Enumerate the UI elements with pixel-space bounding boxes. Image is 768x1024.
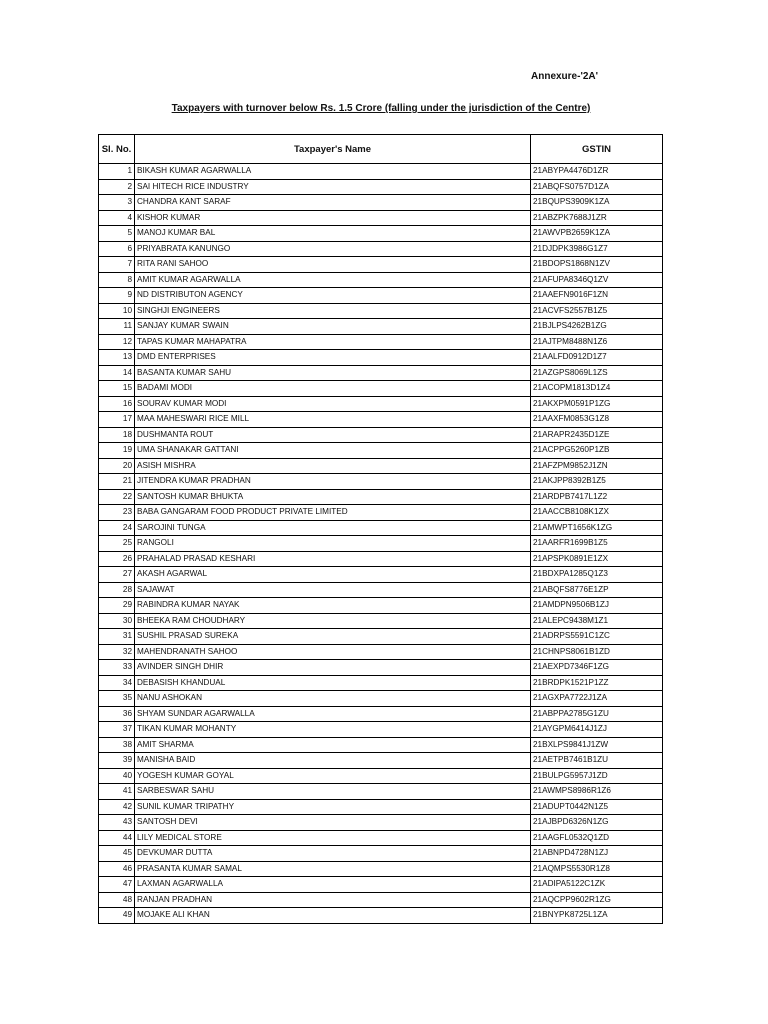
taxpayer-name-cell: ASISH MISHRA bbox=[135, 458, 531, 474]
gstin-cell: 21ACOPM1813D1Z4 bbox=[531, 381, 663, 397]
gstin-cell: 21BDOPS1868N1ZV bbox=[531, 257, 663, 273]
taxpayer-name-cell: DMD ENTERPRISES bbox=[135, 350, 531, 366]
taxpayer-name-cell: SOURAV KUMAR MODI bbox=[135, 396, 531, 412]
gstin-cell: 21AKJPP8392B1Z5 bbox=[531, 474, 663, 490]
table-row bbox=[99, 257, 663, 273]
sl-no-cell: 6 bbox=[99, 241, 135, 257]
annexure-label: Annexure-'2A' bbox=[531, 71, 598, 82]
gstin-cell: 21ABNPD4728N1ZJ bbox=[531, 846, 663, 862]
taxpayer-name-cell: SHYAM SUNDAR AGARWALLA bbox=[135, 706, 531, 722]
taxpayer-name-cell: SUNIL KUMAR TRIPATHY bbox=[135, 799, 531, 815]
sl-no-cell: 42 bbox=[99, 799, 135, 815]
table-row bbox=[99, 505, 663, 521]
taxpayer-name-cell: RANJAN PRADHAN bbox=[135, 892, 531, 908]
table-row bbox=[99, 598, 663, 614]
sl-no-cell: 3 bbox=[99, 195, 135, 211]
sl-no-cell: 22 bbox=[99, 489, 135, 505]
taxpayer-name-cell: PRASANTA KUMAR SAMAL bbox=[135, 861, 531, 877]
gstin-cell: 21BQUPS3909K1ZA bbox=[531, 195, 663, 211]
taxpayer-name-cell: KISHOR KUMAR bbox=[135, 210, 531, 226]
sl-no-cell: 32 bbox=[99, 644, 135, 660]
gstin-cell: 21AWVPB2659K1ZA bbox=[531, 226, 663, 242]
sl-no-cell: 17 bbox=[99, 412, 135, 428]
table-row bbox=[99, 861, 663, 877]
taxpayer-table bbox=[98, 134, 663, 924]
document-title: Taxpayers with turnover below Rs. 1.5 Crore (falling under the jurisdiction of the Centre) bbox=[171, 103, 591, 114]
taxpayer-name-cell: MAA MAHESWARI RICE MILL bbox=[135, 412, 531, 428]
table-row bbox=[99, 381, 663, 397]
gstin-cell: 21ACPPG5260P1ZB bbox=[531, 443, 663, 459]
table-row bbox=[99, 551, 663, 567]
sl-no-cell: 26 bbox=[99, 551, 135, 567]
table-row bbox=[99, 644, 663, 660]
table-row bbox=[99, 768, 663, 784]
taxpayer-name-cell: MOJAKE ALI KHAN bbox=[135, 908, 531, 924]
gstin-cell: 21AAGFL0532Q1ZD bbox=[531, 830, 663, 846]
gstin-cell: 21AALFD0912D1Z7 bbox=[531, 350, 663, 366]
table-row bbox=[99, 830, 663, 846]
table-row bbox=[99, 520, 663, 536]
sl-no-cell: 14 bbox=[99, 365, 135, 381]
table-row bbox=[99, 613, 663, 629]
table-header-row bbox=[99, 135, 663, 164]
table-row bbox=[99, 303, 663, 319]
taxpayer-name-cell: PRIYABRATA KANUNGO bbox=[135, 241, 531, 257]
gstin-cell: 21AJBPD6326N1ZG bbox=[531, 815, 663, 831]
taxpayer-name-cell: UMA SHANAKAR GATTANI bbox=[135, 443, 531, 459]
gstin-cell: 21AFZPM9852J1ZN bbox=[531, 458, 663, 474]
table-row bbox=[99, 195, 663, 211]
sl-no-cell: 33 bbox=[99, 660, 135, 676]
gstin-cell: 21CHNPS8061B1ZD bbox=[531, 644, 663, 660]
gstin-cell: 21AAEFN9016F1ZN bbox=[531, 288, 663, 304]
taxpayer-name-cell: AMIT SHARMA bbox=[135, 737, 531, 753]
sl-no-cell: 49 bbox=[99, 908, 135, 924]
table-row bbox=[99, 210, 663, 226]
sl-no-cell: 35 bbox=[99, 691, 135, 707]
table-row bbox=[99, 350, 663, 366]
table-row bbox=[99, 660, 663, 676]
gstin-cell: 21AMWPT1656K1ZG bbox=[531, 520, 663, 536]
taxpayer-name-cell: DEVKUMAR DUTTA bbox=[135, 846, 531, 862]
gstin-cell: 21AGXPA7722J1ZA bbox=[531, 691, 663, 707]
table-row bbox=[99, 737, 663, 753]
table-row bbox=[99, 412, 663, 428]
gstin-cell: 21BRDPK1521P1ZZ bbox=[531, 675, 663, 691]
gstin-cell: 21ARDPB7417L1Z2 bbox=[531, 489, 663, 505]
taxpayer-name-cell: AMIT KUMAR AGARWALLA bbox=[135, 272, 531, 288]
gstin-cell: 21AARFR1699B1Z5 bbox=[531, 536, 663, 552]
gstin-cell: 21ALEPC9438M1Z1 bbox=[531, 613, 663, 629]
sl-no-cell: 8 bbox=[99, 272, 135, 288]
gstin-cell: 21AMDPN9506B1ZJ bbox=[531, 598, 663, 614]
table-row bbox=[99, 815, 663, 831]
gstin-cell: 21ABQFS8776E1ZP bbox=[531, 582, 663, 598]
gstin-cell: 21APSPK0891E1ZX bbox=[531, 551, 663, 567]
sl-no-cell: 20 bbox=[99, 458, 135, 474]
table-row bbox=[99, 582, 663, 598]
gstin-cell: 21ABZPK7688J1ZR bbox=[531, 210, 663, 226]
gstin-cell: 21AKXPM0591P1ZG bbox=[531, 396, 663, 412]
table-row bbox=[99, 722, 663, 738]
table-row bbox=[99, 443, 663, 459]
sl-no-cell: 1 bbox=[99, 164, 135, 180]
sl-no-cell: 18 bbox=[99, 427, 135, 443]
gstin-cell: 21BNYPK8725L1ZA bbox=[531, 908, 663, 924]
taxpayer-name-cell: SINGHJI ENGINEERS bbox=[135, 303, 531, 319]
taxpayer-name-cell: MANISHA BAID bbox=[135, 753, 531, 769]
table-row bbox=[99, 691, 663, 707]
taxpayer-name-cell: YOGESH KUMAR GOYAL bbox=[135, 768, 531, 784]
header-sl-no: Sl. No. bbox=[99, 135, 135, 164]
gstin-cell: 21AWMPS8986R1Z6 bbox=[531, 784, 663, 800]
table-row bbox=[99, 536, 663, 552]
taxpayer-name-cell: AKASH AGARWAL bbox=[135, 567, 531, 583]
table-row bbox=[99, 706, 663, 722]
gstin-cell: 21AAXFM0853G1Z8 bbox=[531, 412, 663, 428]
taxpayer-name-cell: JITENDRA KUMAR PRADHAN bbox=[135, 474, 531, 490]
sl-no-cell: 25 bbox=[99, 536, 135, 552]
sl-no-cell: 37 bbox=[99, 722, 135, 738]
gstin-cell: 21ADUPT0442N1Z5 bbox=[531, 799, 663, 815]
sl-no-cell: 45 bbox=[99, 846, 135, 862]
gstin-cell: 21AJTPM8488N1Z6 bbox=[531, 334, 663, 350]
gstin-cell: 21ACVFS2557B1Z5 bbox=[531, 303, 663, 319]
gstin-cell: 21BJLPS4262B1ZG bbox=[531, 319, 663, 335]
sl-no-cell: 12 bbox=[99, 334, 135, 350]
table-row bbox=[99, 892, 663, 908]
taxpayer-name-cell: MAHENDRANATH SAHOO bbox=[135, 644, 531, 660]
gstin-cell: 21ADIPA5122C1ZK bbox=[531, 877, 663, 893]
sl-no-cell: 44 bbox=[99, 830, 135, 846]
sl-no-cell: 38 bbox=[99, 737, 135, 753]
sl-no-cell: 23 bbox=[99, 505, 135, 521]
taxpayer-name-cell: PRAHALAD PRASAD KESHARI bbox=[135, 551, 531, 567]
sl-no-cell: 16 bbox=[99, 396, 135, 412]
gstin-cell: 21ABYPA4476D1ZR bbox=[531, 164, 663, 180]
header-taxpayer-name: Taxpayer's Name bbox=[135, 135, 531, 164]
taxpayer-name-cell: DEBASISH KHANDUAL bbox=[135, 675, 531, 691]
taxpayer-name-cell: BADAMI MODI bbox=[135, 381, 531, 397]
sl-no-cell: 28 bbox=[99, 582, 135, 598]
taxpayer-name-cell: BABA GANGARAM FOOD PRODUCT PRIVATE LIMITED bbox=[135, 505, 531, 521]
table-row bbox=[99, 799, 663, 815]
table-row bbox=[99, 241, 663, 257]
taxpayer-name-cell: SUSHIL PRASAD SUREKA bbox=[135, 629, 531, 645]
sl-no-cell: 4 bbox=[99, 210, 135, 226]
gstin-cell: 21BDXPA1285Q1Z3 bbox=[531, 567, 663, 583]
table-row bbox=[99, 675, 663, 691]
table-row bbox=[99, 784, 663, 800]
taxpayer-name-cell: SAROJINI TUNGA bbox=[135, 520, 531, 536]
sl-no-cell: 10 bbox=[99, 303, 135, 319]
table-row bbox=[99, 489, 663, 505]
table-row bbox=[99, 365, 663, 381]
sl-no-cell: 46 bbox=[99, 861, 135, 877]
gstin-cell: 21AACCB8108K1ZX bbox=[531, 505, 663, 521]
taxpayer-name-cell: SANJAY KUMAR SWAIN bbox=[135, 319, 531, 335]
gstin-cell: 21ABPPA2785G1ZU bbox=[531, 706, 663, 722]
taxpayer-name-cell: BHEEKA RAM CHOUDHARY bbox=[135, 613, 531, 629]
table-row bbox=[99, 629, 663, 645]
gstin-cell: 21AYGPM6414J1ZJ bbox=[531, 722, 663, 738]
table-row bbox=[99, 226, 663, 242]
header-gstin: GSTIN bbox=[531, 135, 663, 164]
sl-no-cell: 15 bbox=[99, 381, 135, 397]
table-row bbox=[99, 846, 663, 862]
table-row bbox=[99, 567, 663, 583]
gstin-cell: 21BXLPS9841J1ZW bbox=[531, 737, 663, 753]
sl-no-cell: 13 bbox=[99, 350, 135, 366]
table-row bbox=[99, 753, 663, 769]
gstin-cell: 21AQMPS5530R1Z8 bbox=[531, 861, 663, 877]
gstin-cell: 21AZGPS8069L1ZS bbox=[531, 365, 663, 381]
taxpayer-name-cell: SANTOSH DEVI bbox=[135, 815, 531, 831]
taxpayer-name-cell: LILY MEDICAL STORE bbox=[135, 830, 531, 846]
gstin-cell: 21AQCPP9602R1ZG bbox=[531, 892, 663, 908]
table-row bbox=[99, 458, 663, 474]
table-row bbox=[99, 272, 663, 288]
taxpayer-name-cell: BASANTA KUMAR SAHU bbox=[135, 365, 531, 381]
taxpayer-name-cell: RITA RANI SAHOO bbox=[135, 257, 531, 273]
sl-no-cell: 30 bbox=[99, 613, 135, 629]
sl-no-cell: 5 bbox=[99, 226, 135, 242]
table-row bbox=[99, 319, 663, 335]
table-row bbox=[99, 164, 663, 180]
taxpayer-name-cell: RABINDRA KUMAR NAYAK bbox=[135, 598, 531, 614]
sl-no-cell: 7 bbox=[99, 257, 135, 273]
table-row bbox=[99, 877, 663, 893]
taxpayer-name-cell: MANOJ KUMAR BAL bbox=[135, 226, 531, 242]
table-row bbox=[99, 908, 663, 924]
gstin-cell: 21ABQFS0757D1ZA bbox=[531, 179, 663, 195]
sl-no-cell: 11 bbox=[99, 319, 135, 335]
sl-no-cell: 9 bbox=[99, 288, 135, 304]
taxpayer-name-cell: TAPAS KUMAR MAHAPATRA bbox=[135, 334, 531, 350]
taxpayer-name-cell: BIKASH KUMAR AGARWALLA bbox=[135, 164, 531, 180]
sl-no-cell: 21 bbox=[99, 474, 135, 490]
sl-no-cell: 24 bbox=[99, 520, 135, 536]
sl-no-cell: 19 bbox=[99, 443, 135, 459]
table-row bbox=[99, 396, 663, 412]
sl-no-cell: 34 bbox=[99, 675, 135, 691]
taxpayer-name-cell: LAXMAN AGARWALLA bbox=[135, 877, 531, 893]
gstin-cell: 21DJDPK3986G1Z7 bbox=[531, 241, 663, 257]
sl-no-cell: 36 bbox=[99, 706, 135, 722]
taxpayer-name-cell: SANTOSH KUMAR BHUKTA bbox=[135, 489, 531, 505]
gstin-cell: 21AETPB7461B1ZU bbox=[531, 753, 663, 769]
taxpayer-name-cell: TIKAN KUMAR MOHANTY bbox=[135, 722, 531, 738]
sl-no-cell: 31 bbox=[99, 629, 135, 645]
table-row bbox=[99, 179, 663, 195]
taxpayer-name-cell: DUSHMANTA ROUT bbox=[135, 427, 531, 443]
taxpayer-name-cell: SAJAWAT bbox=[135, 582, 531, 598]
table-row bbox=[99, 474, 663, 490]
taxpayer-name-cell: NANU ASHOKAN bbox=[135, 691, 531, 707]
gstin-cell: 21ARAPR2435D1ZE bbox=[531, 427, 663, 443]
sl-no-cell: 41 bbox=[99, 784, 135, 800]
taxpayer-name-cell: SARBESWAR SAHU bbox=[135, 784, 531, 800]
sl-no-cell: 43 bbox=[99, 815, 135, 831]
sl-no-cell: 39 bbox=[99, 753, 135, 769]
table-row bbox=[99, 288, 663, 304]
table-row bbox=[99, 334, 663, 350]
sl-no-cell: 29 bbox=[99, 598, 135, 614]
taxpayer-name-cell: RANGOLI bbox=[135, 536, 531, 552]
gstin-cell: 21AEXPD7346F1ZG bbox=[531, 660, 663, 676]
gstin-cell: 21BULPG5957J1ZD bbox=[531, 768, 663, 784]
gstin-cell: 21AFUPA8346Q1ZV bbox=[531, 272, 663, 288]
sl-no-cell: 47 bbox=[99, 877, 135, 893]
table-row bbox=[99, 427, 663, 443]
sl-no-cell: 27 bbox=[99, 567, 135, 583]
taxpayer-name-cell: CHANDRA KANT SARAF bbox=[135, 195, 531, 211]
taxpayer-name-cell: SAI HITECH RICE INDUSTRY bbox=[135, 179, 531, 195]
sl-no-cell: 2 bbox=[99, 179, 135, 195]
sl-no-cell: 40 bbox=[99, 768, 135, 784]
gstin-cell: 21ADRPS5591C1ZC bbox=[531, 629, 663, 645]
taxpayer-name-cell: ND DISTRIBUTON AGENCY bbox=[135, 288, 531, 304]
sl-no-cell: 48 bbox=[99, 892, 135, 908]
taxpayer-name-cell: AVINDER SINGH DHIR bbox=[135, 660, 531, 676]
